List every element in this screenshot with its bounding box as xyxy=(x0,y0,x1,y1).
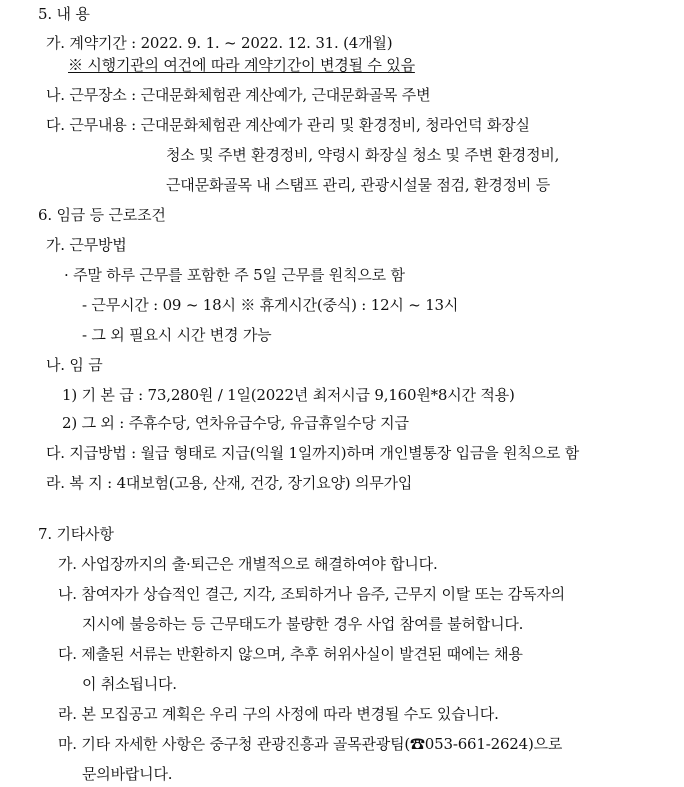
welfare: 라. 복 지 : 4대보험(고용, 산재, 건강, 장기요양) 의무가입 xyxy=(46,474,413,492)
notice-commute: 가. 사업장까지의 출·퇴근은 개별적으로 해결하여야 합니다. xyxy=(58,555,438,573)
work-hours-change: - 그 외 필요시 시간 변경 가능 xyxy=(82,326,272,344)
other-allowances: 2) 그 외 : 주휴수당, 연차유급수당, 유급휴일수당 지급 xyxy=(62,414,409,432)
work-location: 나. 근무장소 : 근대문화체험관 계산예가, 근대문화골목 주변 xyxy=(46,86,431,104)
work-content-line1: 다. 근무내용 : 근대문화체험관 계산예가 관리 및 환경정비, 청라언덕 화장실 xyxy=(46,116,530,134)
contract-period-note: ※ 시행기관의 여건에 따라 계약기간이 변경될 수 있음 xyxy=(68,56,415,74)
payment-method: 다. 지급방법 : 월급 형태로 지급(익월 1일까지)하며 개인별통장 입금을 원칙으로 함 xyxy=(46,444,580,462)
work-method-principle: · 주말 하루 근무를 포함한 주 5일 근무를 원칙으로 함 xyxy=(64,266,405,284)
notice-documents-line1: 다. 제출된 서류는 반환하지 않으며, 추후 허위사실이 발견된 때에는 채용 xyxy=(58,645,523,663)
base-wage: 1) 기 본 급 : 73,280원 / 1일(2022년 최저시급 9,160원*8시간 적용) xyxy=(62,386,515,404)
notice-contact-line1: 마. 기타 자세한 사항은 중구청 관광진흥과 골목관광팀(☎053-661-2624)으로 xyxy=(58,735,563,753)
notice-attendance-line2: 지시에 불응하는 등 근무태도가 불량한 경우 사업 참여를 불허합니다. xyxy=(82,615,524,633)
contract-period: 가. 계약기간 : 2022. 9. 1. ~ 2022. 12. 31. (4개월) xyxy=(46,34,393,52)
work-content-line2: 청소 및 주변 환경정비, 약령시 화장실 청소 및 주변 환경정비, xyxy=(166,146,560,164)
wage-heading: 나. 임 금 xyxy=(46,356,103,374)
work-method: 가. 근무방법 xyxy=(46,236,127,254)
section7-heading: 7. 기타사항 xyxy=(38,525,114,543)
notice-contact-line2: 문의바랍니다. xyxy=(82,765,173,783)
notice-plan-change: 라. 본 모집공고 계획은 우리 구의 사정에 따라 변경될 수도 있습니다. xyxy=(58,705,499,723)
notice-documents-line2: 이 취소됩니다. xyxy=(82,675,177,693)
notice-attendance-line1: 나. 참여자가 상습적인 결근, 지각, 조퇴하거나 음주, 근무지 이탈 또는 감독자의 xyxy=(58,585,565,603)
section6-heading: 6. 임금 등 근로조건 xyxy=(38,206,166,224)
work-content-line3: 근대문화골목 내 스탬프 관리, 관광시설물 점검, 환경정비 등 xyxy=(166,176,551,194)
work-hours: - 근무시간 : 09 ~ 18시 ※ 휴게시간(중식) : 12시 ~ 13시 xyxy=(82,296,459,314)
section5-heading: 5. 내 용 xyxy=(38,5,90,23)
